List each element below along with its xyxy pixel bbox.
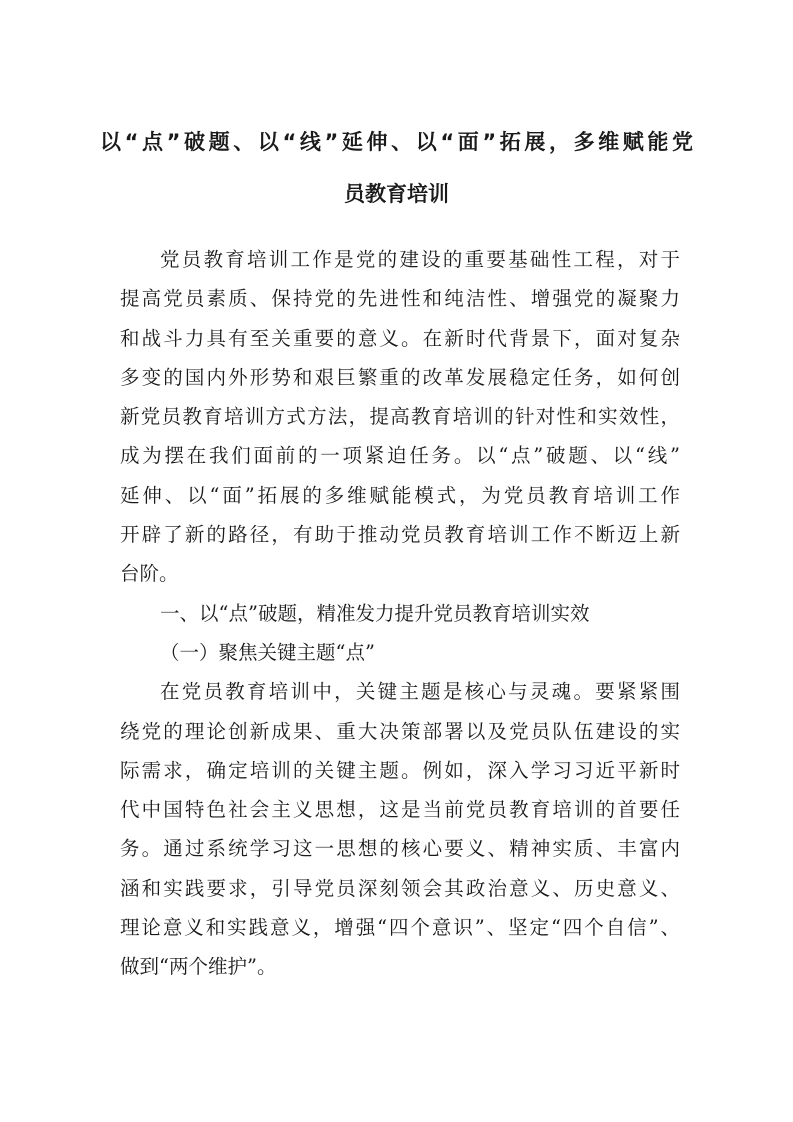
paragraph-line: 新党员教育培训方式方法，提高教育培训的针对性和实效性， [120, 405, 680, 429]
paragraph-line: 延伸、以“面”拓展的多维赋能模式，为党员教育培训工作 [120, 483, 680, 507]
section-heading: 一、以“点”破题，精准发力提升党员教育培训实效 [160, 601, 590, 625]
paragraph-line: 绕党的理论创新成果、重大决策部署以及党员队伍建设的实 [120, 719, 680, 743]
document-title-line-2: 员教育培训 [344, 182, 449, 206]
paragraph-line: 务。通过系统学习这一思想的核心要义、精神实质、丰富内 [120, 837, 680, 861]
paragraph-line: 开辟了新的路径，有助于推动党员教育培训工作不断迈上新 [120, 523, 680, 547]
paragraph-line: 提高党员素质、保持党的先进性和纯洁性、增强党的凝聚力 [120, 287, 680, 311]
paragraph-line: 理论意义和实践意义，增强“四个意识”、坚定“四个自信”、 [120, 916, 680, 940]
paragraph-line: 和战斗力具有至关重要的意义。在新时代背景下，面对复杂 [120, 326, 680, 350]
document-title-line-1: 以“点”破题、以“线”延伸、以“面”拓展，多维赋能党 [100, 130, 693, 154]
paragraph-line: 党员教育培训工作是党的建设的重要基础性工程，对于 [160, 248, 680, 271]
paragraph-line: 台阶。 [120, 562, 179, 586]
paragraph-line: 成为摆在我们面前的一项紧迫任务。以“点”破题、以“线” [120, 444, 680, 468]
paragraph-line: 代中国特色社会主义思想，这是当前党员教育培训的首要任 [120, 798, 680, 822]
document-body [120, 240, 680, 987]
paragraph-line: 多变的国内外形势和艰巨繁重的改革发展稳定任务，如何创 [120, 365, 680, 389]
paragraph-line: 际需求，确定培训的关键主题。例如，深入学习习近平新时 [120, 758, 680, 782]
subsection-heading: （一）聚焦关键主题“点” [160, 640, 375, 664]
paragraph-line: 做到“两个维护”。 [120, 955, 277, 979]
paragraph-line: 涵和实践要求，引导党员深刻领会其政治意义、历史意义、 [120, 876, 680, 900]
paragraph-line: 在党员教育培训中，关键主题是核心与灵魂。要紧紧围 [160, 680, 680, 704]
